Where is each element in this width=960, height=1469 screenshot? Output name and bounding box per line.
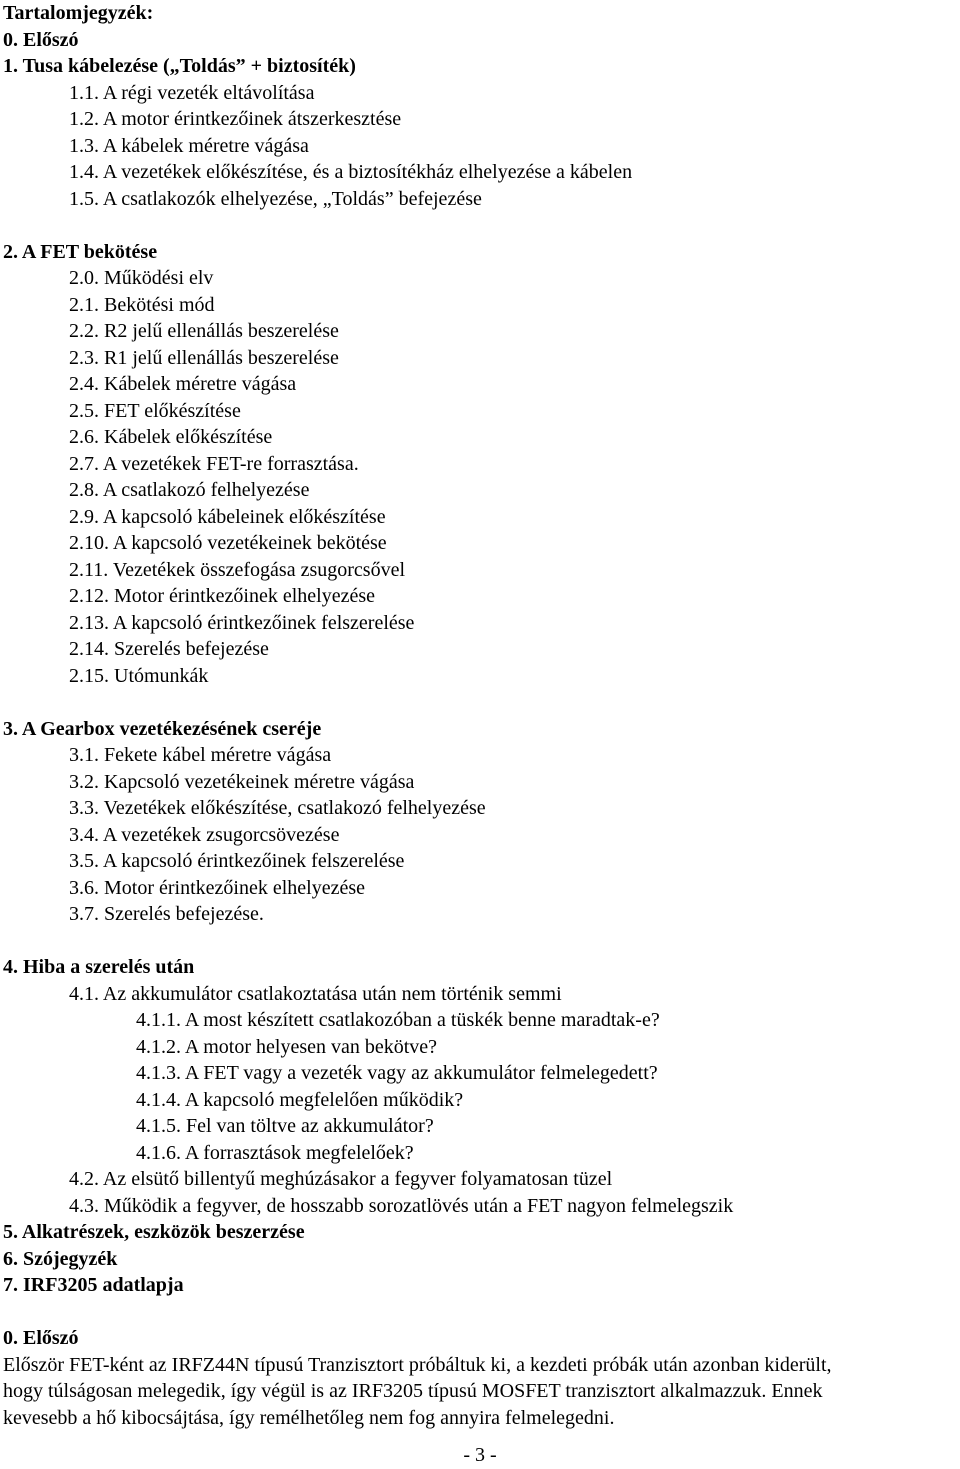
toc-subsection-entry: 4.1.5. Fel van töltve az akkumulátor?	[136, 1115, 434, 1137]
toc-subsection-entry: 4.1.4. A kapcsoló megfelelően működik?	[136, 1088, 464, 1111]
toc-section-entry: 3.6. Motor érintkezőinek elhelyezése	[69, 876, 365, 899]
toc-section-entry: 2.7. A vezetékek FET-re forrasztása.	[69, 452, 359, 475]
toc-section-entry: 1.4. A vezetékek előkészítése, és a biztosítékház elhelyezése a kábelen	[69, 161, 633, 183]
toc-section-entry: 1.2. A motor érintkezőinek átszerkesztése	[69, 108, 402, 130]
toc-section-entry: 2.1. Bekötési mód	[69, 293, 215, 316]
paragraph-line: kevesebb a hő kibocsájtása, így remélhetőleg nem fog annyira felmelegedni.	[3, 1406, 615, 1429]
toc-section-entry: 2.15. Utómunkák	[69, 664, 209, 687]
paragraph-line: Először FET-ként az IRFZ44N típusú Tranzisztort próbáltuk ki, a kezdeti próbák után azonban kiderült,	[3, 1353, 832, 1376]
page-number: - 3 -	[463, 1444, 497, 1466]
toc-chapter-entry: 0. Előszó	[3, 28, 79, 51]
toc-chapter-entry: 4. Hiba a szerelés után	[3, 956, 195, 978]
toc-subsection-entry: 4.1.3. A FET vagy a vezeték vagy az akkumulátor felmelegedett?	[136, 1062, 658, 1084]
toc-section-entry: 2.12. Motor érintkezőinek elhelyezése	[69, 585, 375, 607]
toc-chapter-entry: 6. Szójegyzék	[3, 1247, 118, 1270]
toc-section-entry: 3.5. A kapcsoló érintkezőinek felszerelése	[69, 850, 405, 872]
toc-chapter-entry: 3. A Gearbox vezetékezésének cseréje	[3, 717, 322, 740]
toc-chapter-entry: 2. A FET bekötése	[3, 240, 158, 263]
toc-chapter-entry: 7. IRF3205 adatlapja	[3, 1274, 184, 1296]
toc-section-entry: 3.3. Vezetékek előkészítése, csatlakozó felhelyezése	[69, 797, 486, 819]
toc-section-entry: 2.14. Szerelés befejezése	[69, 638, 269, 660]
foreword-paragraph	[3, 1352, 958, 1432]
toc-subsection-entry: 4.1.2. A motor helyesen van bekötve?	[136, 1035, 438, 1058]
toc-section-entry: 2.4. Kábelek méretre vágása	[69, 373, 297, 395]
toc-section-entry: 4.2. Az elsütő billentyű meghúzásakor a fegyver folyamatosan tüzel	[69, 1168, 613, 1190]
toc-section-entry: 2.13. A kapcsoló érintkezőinek felszerelése	[69, 611, 415, 634]
toc-section-entry: 4.3. Működik a fegyver, de hosszabb sorozatlövés után a FET nagyon felmelegszik	[69, 1194, 734, 1217]
toc-chapter-entry: 1. Tusa kábelezése („Toldás” + biztosíték)	[3, 55, 356, 77]
toc-section-entry: 3.4. A vezetékek zsugorcsövezése	[69, 823, 340, 846]
toc-chapter-entry: 5. Alkatrészek, eszközök beszerzése	[3, 1221, 305, 1243]
toc-section-entry: 2.11. Vezetékek összefogása zsugorcsővel	[69, 558, 405, 581]
toc-section-entry: 2.8. A csatlakozó felhelyezése	[69, 479, 310, 501]
section-heading: 0. Előszó	[3, 1327, 79, 1349]
toc-subsection-entry: 4.1.6. A forrasztások megfelelőek?	[136, 1141, 414, 1164]
paragraph-line: hogy túlságosan melegedik, így végül is az IRF3205 típusú MOSFET tranzisztort alkalmazzuk. Ennek	[3, 1380, 823, 1402]
toc-heading: Tartalomjegyzék:	[3, 2, 154, 24]
toc-section-entry: 1.5. A csatlakozók elhelyezése, „Toldás” befejezése	[69, 187, 482, 210]
toc-section-entry: 3.2. Kapcsoló vezetékeinek méretre vágása	[69, 770, 415, 793]
toc-section-entry: 2.0. Működési elv	[69, 267, 214, 289]
toc-subsection-entry: 4.1.1. A most készített csatlakozóban a tüskék benne maradtak-e?	[136, 1009, 660, 1031]
toc-section-entry: 2.5. FET előkészítése	[69, 399, 241, 422]
toc-section-entry: 2.3. R1 jelű ellenállás beszerelése	[69, 346, 339, 369]
toc-section-entry: 4.1. Az akkumulátor csatlakoztatása után nem történik semmi	[69, 982, 562, 1005]
toc-section-entry: 1.1. A régi vezeték eltávolítása	[69, 81, 315, 104]
toc-section-entry: 2.6. Kábelek előkészítése	[69, 426, 273, 448]
toc-section-entry: 2.10. A kapcsoló vezetékeinek bekötése	[69, 532, 387, 554]
toc-section-entry: 3.7. Szerelés befejezése.	[69, 903, 264, 925]
toc-section-entry: 1.3. A kábelek méretre vágása	[69, 134, 309, 157]
toc-section-entry: 2.2. R2 jelű ellenállás beszerelése	[69, 320, 339, 342]
toc-section-entry: 3.1. Fekete kábel méretre vágása	[69, 744, 332, 766]
toc-section-entry: 2.9. A kapcsoló kábeleinek előkészítése	[69, 505, 386, 528]
